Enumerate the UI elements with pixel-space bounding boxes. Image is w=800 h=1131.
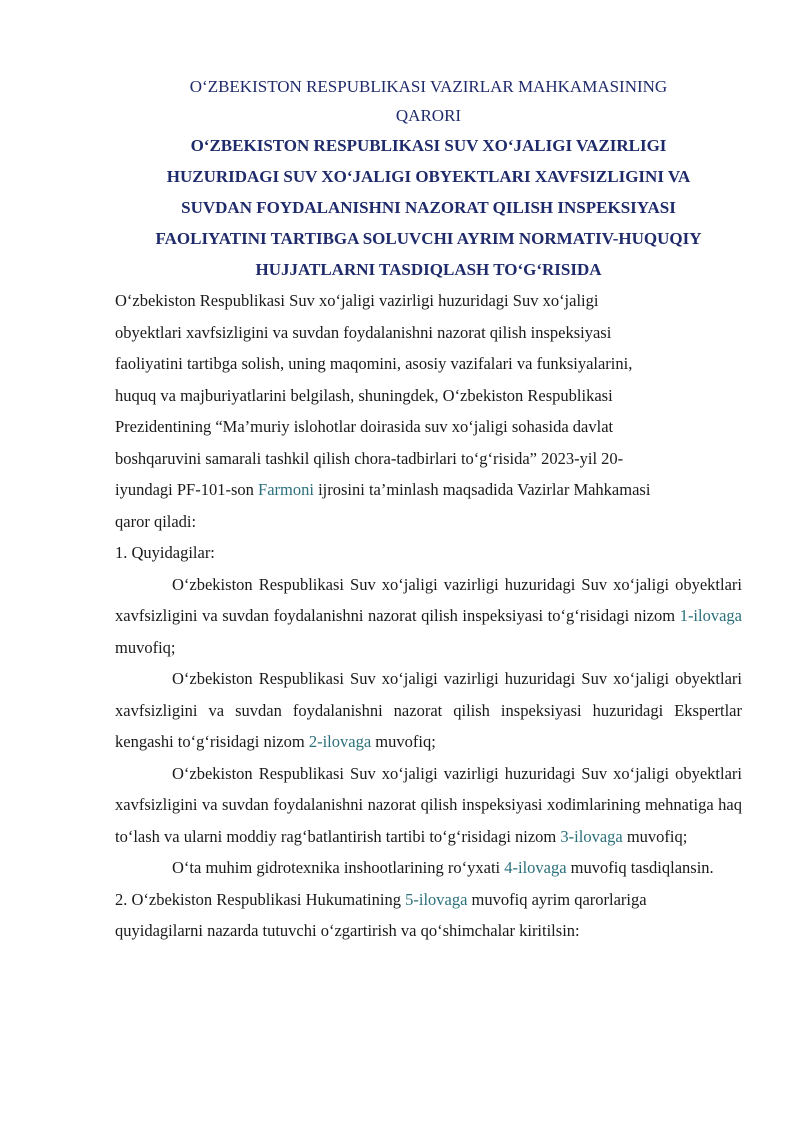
preamble-line-7-start: iyundagi PF-101-son <box>115 480 259 499</box>
annex-5-link[interactable]: 5-ilovaga <box>405 889 468 909</box>
issuer-line-1: O‘ZBEKISTON RESPUBLIKASI VAZIRLAR MAHKAMASINING <box>189 77 668 96</box>
item-1-sub-4 <box>115 852 742 884</box>
annex-3-link[interactable]: 3-ilovaga <box>560 826 623 846</box>
preamble-line-8: qaror qiladi: <box>115 511 197 531</box>
preamble-line-2: obyektlari xavfsizligini va suvdan foydalanishni nazorat qilish inspeksiyasi <box>115 322 612 342</box>
title-line-1: O‘ZBEKISTON RESPUBLIKASI SUV XO‘JALIGI VAZIRLIGI <box>190 136 667 155</box>
item-1-sub-4-text: O‘ta muhim gidrotexnika inshootlarining ro‘yxati <box>172 858 505 877</box>
item-2-line-2: quyidagilarni nazarda tutuvchi o‘zgartirish va qo‘shimchalar kiritilsin: <box>115 921 580 940</box>
preamble-line-4: huquq va majburiyatlarini belgilash, shuningdek, O‘zbekiston Respublikasi <box>115 385 613 405</box>
preamble-line-6: boshqaruvini samarali tashkil qilish chora-tadbirlari to‘g‘risida” 2023-yil 20- <box>115 448 624 468</box>
item-1-heading: 1. Quyidagilar: <box>115 543 215 562</box>
title-line-4: FAOLIYATINI TARTIBGA SOLUVCHI AYRIM NORMATIV-HUQUQIY <box>155 229 702 248</box>
farmoni-link[interactable]: Farmoni <box>258 480 314 499</box>
document-title <box>115 130 742 285</box>
document-page <box>115 72 742 947</box>
title-line-3: SUVDAN FOYDALANISHNI NAZORAT QILISH INSPEKSIYASI <box>181 198 676 217</box>
preamble-line-3: faoliyatini tartibga solish, uning maqomini, asosiy vazifalari va funksiyalarini, <box>115 354 633 373</box>
item-2-line-1-start: 2. O‘zbekiston Respublikasi Hukumatining <box>115 889 406 909</box>
item-1-sub-2 <box>115 663 742 758</box>
item-1-sub-3 <box>115 758 742 853</box>
title-line-2: HUZURIDAGI SUV XO‘JALIGI OBYEKTLARI XAVFSIZLIGINI VA <box>166 167 691 186</box>
preamble-line-1: O‘zbekiston Respublikasi Suv xo‘jaligi vazirligi huzuridagi Suv xo‘jaligi <box>115 291 599 310</box>
issuer-line-2: QARORI <box>395 106 462 125</box>
item-2-paragraph <box>115 884 742 947</box>
title-line-5: HUJJATLARNI TASDIQLASH TO‘G‘RISIDA <box>255 260 602 279</box>
annex-4-link[interactable]: 4-ilovaga <box>504 858 567 877</box>
item-1-sub-2-text: O‘zbekiston Respublikasi Suv xo‘jaligi vazirligi huzuridagi Suv xo‘jaligi obyektlari xavfsizligini va suvdan foydalanishni nazorat qilish inspeksiyasi huzuridagi Ekspertlar kengashi to‘g‘risidagi nizom <box>115 669 742 751</box>
item-1-sub-3-end: muvofiq; <box>622 826 688 846</box>
preamble-line-7-end: ijrosini ta’minlash maqsadida Vazirlar Mahkamasi <box>313 480 651 499</box>
item-1-sub-3-text: O‘zbekiston Respublikasi Suv xo‘jaligi vazirligi huzuridagi Suv xo‘jaligi obyektlari xavfsizligini va suvdan foydalanishni nazorat qilish inspeksiyasi xodimlarining mehnatiga haq to‘lash va ularni moddiy rag‘batlantirish tartibi to‘g‘risidagi nizom <box>115 763 742 846</box>
item-2-line-1-end: muvofiq ayrim qarorlariga <box>467 889 647 909</box>
item-1-sub-1-text: O‘zbekiston Respublikasi Suv xo‘jaligi vazirligi huzuridagi Suv xo‘jaligi obyektlari xavfsizligini va suvdan foydalanishni nazorat qilish inspeksiyasi to‘g‘risidagi nizom <box>115 574 742 625</box>
preamble-line-5: Prezidentining “Ma’muriy islohotlar doirasida suv xo‘jaligi sohasida davlat <box>115 417 614 436</box>
annex-1-link[interactable]: 1-ilovaga <box>679 606 742 625</box>
preamble-paragraph <box>115 285 742 537</box>
annex-2-link[interactable]: 2-ilovaga <box>308 732 372 751</box>
issuer-heading <box>115 72 742 130</box>
item-1-sub-2-end: muvofiq; <box>371 732 436 751</box>
item-1-sub-4-end: muvofiq tasdiqlansin. <box>566 858 714 877</box>
item-1-sub-1 <box>115 569 742 664</box>
item-1-sub-1-end: muvofiq; <box>115 637 176 657</box>
